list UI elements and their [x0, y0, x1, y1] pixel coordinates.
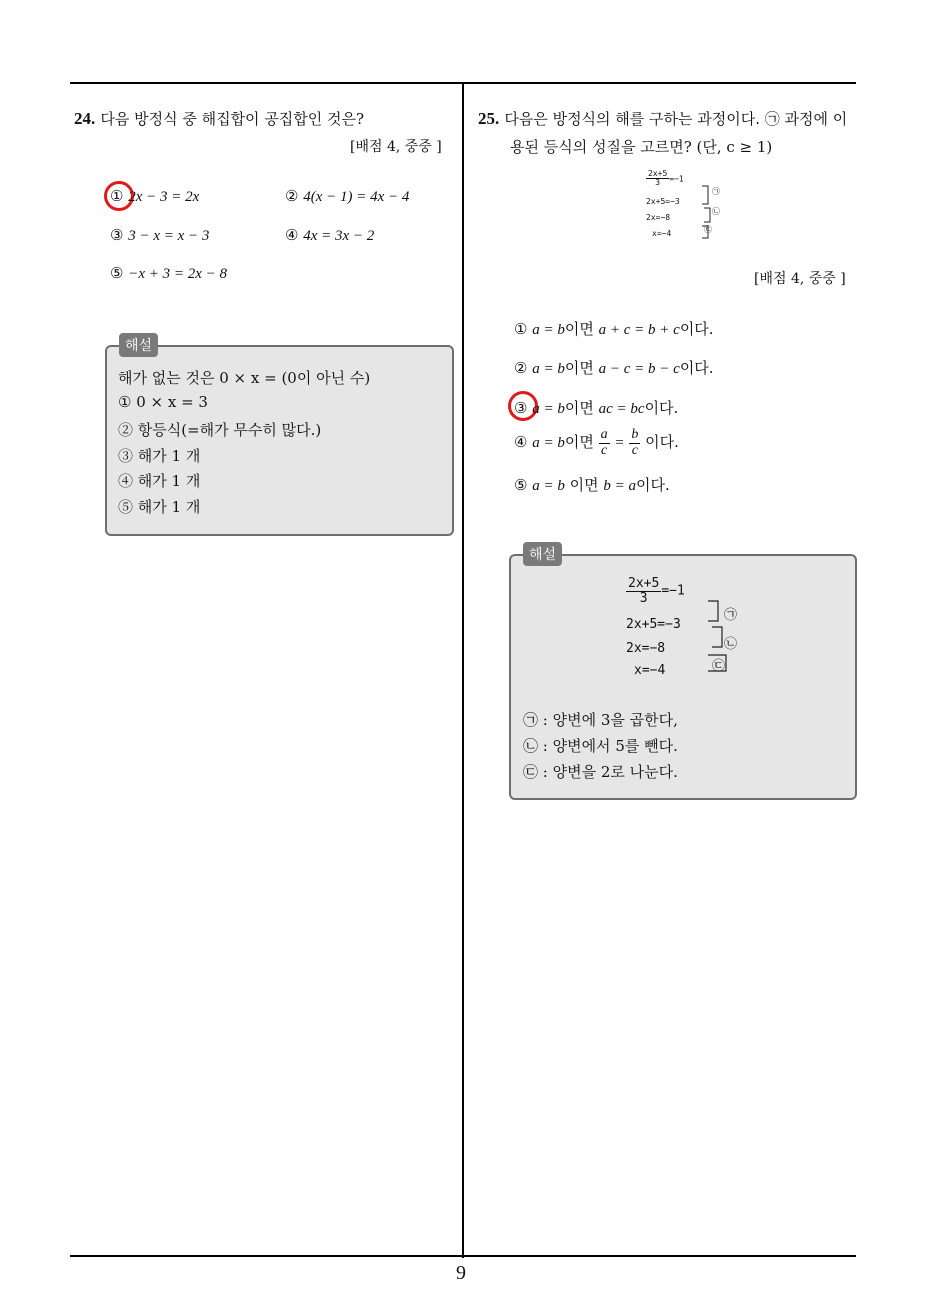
option-mark: ① — [514, 320, 528, 338]
points-label: [배점 4, 중중 ] — [754, 271, 846, 287]
explanation-line: ③ 해가 1 개 — [118, 447, 201, 465]
option-mark: ⑤ — [110, 264, 124, 282]
option-end: 이다. — [679, 359, 714, 377]
option-mark: ② — [285, 187, 299, 205]
question-number: 25. — [478, 109, 500, 128]
option-expr: 2x − 3 = 2x — [128, 189, 200, 205]
option-expr: 4(x − 1) = 4x − 4 — [303, 189, 410, 205]
option-end: 이다. — [644, 399, 679, 417]
frac-left-den: c — [601, 442, 608, 458]
step-rhs: =−1 — [669, 174, 684, 184]
option-expr: 3 − x = x − 3 — [128, 228, 210, 244]
option-expr: −x + 3 = 2x − 8 — [128, 266, 228, 282]
option-mark: ④ — [514, 433, 528, 452]
option-2[interactable] — [514, 357, 714, 378]
option-result: ac = bc — [598, 401, 645, 417]
option-mark: ② — [514, 359, 528, 377]
question-text-line2: 용된 등식의 성질을 고르면? (단, c ≥ 1) — [510, 138, 773, 156]
explanation-tag: 해설 — [119, 333, 158, 357]
column-divider — [462, 83, 464, 1258]
step-label-1: ㉠ — [724, 608, 738, 623]
frac-right-num: b — [631, 427, 639, 442]
option-4[interactable] — [285, 226, 374, 245]
option-end: 이다. — [636, 476, 670, 494]
step-rhs: =−1 — [661, 583, 685, 599]
option-cond: a = b — [532, 435, 565, 452]
step-line2: 2x+5=−3 — [646, 197, 680, 206]
option-mark: ① — [110, 187, 124, 205]
question-24 — [74, 108, 364, 129]
option-4[interactable] — [514, 428, 679, 458]
option-2[interactable] — [285, 187, 409, 206]
option-mark: ④ — [285, 226, 299, 244]
option-connector: 이면 — [564, 433, 594, 452]
step-line3: 2x=−8 — [646, 213, 671, 222]
steps-diagram-large — [620, 577, 750, 682]
frac-right-den: c — [631, 442, 638, 458]
option-3[interactable] — [110, 226, 209, 245]
question-text-line1: 다음은 방정식의 해를 구하는 과정이다. ㉠ 과정에 이 — [504, 110, 848, 128]
points-label: [배점 4, 중중 ] — [350, 139, 442, 155]
step-label-3: ㉢ — [704, 225, 712, 234]
step-frac-den: 3 — [639, 590, 648, 606]
option-result: b = a — [603, 478, 637, 494]
option-end: 이다. — [645, 433, 679, 452]
option-connector: 이면 — [564, 476, 599, 494]
step-label-2: ㉡ — [724, 637, 738, 652]
option-result: a − c = b − c — [598, 361, 680, 377]
step-line2: 2x+5=−3 — [626, 617, 681, 632]
option-cond: a = b — [532, 478, 565, 494]
explanation-line: 해가 없는 것은 0 × x = (0이 아닌 수) — [118, 369, 371, 387]
explanation-line: ㉠ : 양변에 3을 곱한다, — [523, 711, 678, 729]
explanation-line: ⑤ 해가 1 개 — [118, 498, 201, 516]
question-text: 다음 방정식 중 해집합이 공집합인 것은? — [100, 110, 365, 128]
option-mark: ⑤ — [514, 476, 528, 494]
option-1[interactable] — [514, 318, 714, 339]
steps-diagram-small — [640, 170, 730, 242]
step-frac-num: 2x+5 — [648, 169, 668, 178]
step-label-2: ㉡ — [712, 207, 720, 216]
step-frac-den: 3 — [655, 178, 661, 188]
step-line4: x=−4 — [652, 229, 672, 238]
option-1[interactable] — [110, 187, 199, 206]
explanation-tag: 해설 — [523, 542, 562, 566]
step-frac-num: 2x+5 — [628, 576, 660, 591]
bottom-rule — [70, 1255, 856, 1257]
option-cond: a = b — [532, 322, 565, 338]
explanation-line: ㉡ : 양변에서 5를 뺀다. — [523, 737, 678, 755]
explanation-line: ④ 해가 1 개 — [118, 472, 201, 490]
page-number: 9 — [456, 1262, 466, 1284]
option-mark: ③ — [110, 226, 124, 244]
frac-equals: = — [614, 435, 625, 452]
question-number: 24. — [74, 109, 96, 128]
option-5[interactable] — [110, 264, 227, 283]
option-expr: 4x = 3x − 2 — [303, 228, 375, 244]
option-result: a + c = b + c — [598, 322, 680, 338]
option-3[interactable] — [514, 397, 678, 418]
step-label-1: ㉠ — [712, 187, 720, 196]
option-connector: 이면 — [564, 320, 594, 338]
step-label-3: ㉢ — [712, 659, 726, 674]
option-end: 이다. — [679, 320, 714, 338]
frac-left-num: a — [600, 427, 608, 442]
question-25 — [478, 108, 847, 129]
explanation-line: ① 0 × x = 3 — [118, 393, 208, 411]
option-connector: 이면 — [564, 399, 594, 417]
step-line3: 2x=−8 — [626, 641, 666, 656]
option-cond: a = b — [532, 401, 565, 417]
option-cond: a = b — [532, 361, 565, 377]
explanation-line: ② 항등식(=해가 무수히 많다.) — [118, 421, 322, 439]
option-5[interactable] — [514, 474, 670, 495]
step-line4: x=−4 — [634, 663, 666, 678]
option-connector: 이면 — [564, 359, 594, 377]
option-mark: ③ — [514, 399, 528, 417]
explanation-line: ㉢ : 양변을 2로 나눈다. — [523, 763, 678, 781]
